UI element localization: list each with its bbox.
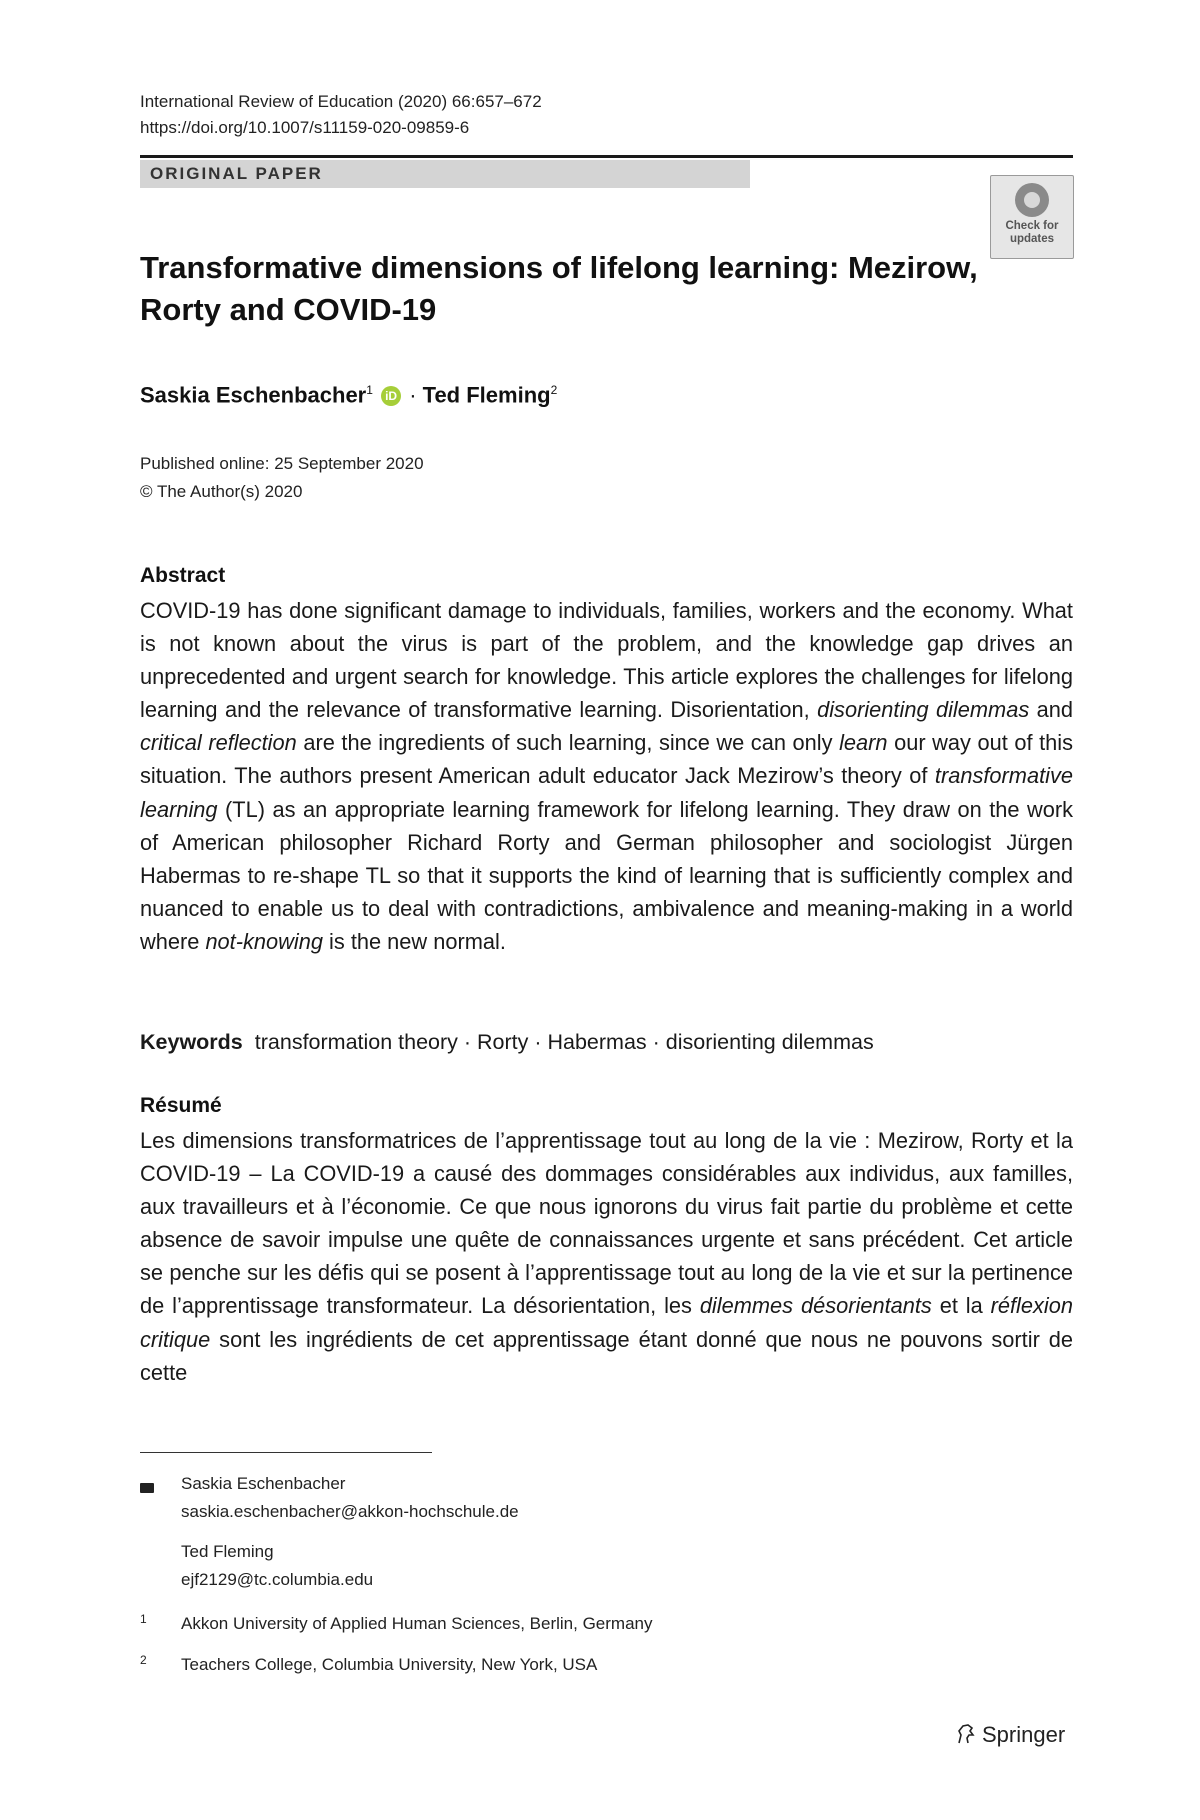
doi-link[interactable]: https://doi.org/10.1007/s11159-020-09859-6 <box>140 118 470 137</box>
abstract-body: COVID-19 has done significant damage to individuals, families, workers and the economy. What is not known about the virus is part of the problem, and the knowledge gap drives an unprecedented and urgent search for knowledge. This article explores the challenges for lifelong learning and the relevance of transformative learning. Disorientation, disorienting dilemmas and critical reflection are the ingredients of such learning, since we can only learn our way out of this situation. The authors present American adult educator Jack Mezirow’s theory of transformative learning (TL) as an appropriate learning framework for lifelong learning. They draw on the work of American philosopher Richard Rorty and German philosopher and sociologist Jürgen Habermas to re-shape TL so that it supports the kind of learning that is sufficiently complex and nuanced to enable us to deal with contradictions, ambivalence and meaning-making in a world where not-knowing is the new normal. <box>140 598 1073 954</box>
author-line <box>140 375 557 410</box>
resume-body: Les dimensions transformatrices de l’apprentissage tout au long de la vie : Mezirow, Rorty et la COVID-19 – La COVID-19 a causé des dommages considérables aux individus, aux familles, aux travailleurs et à l’économie. Ce que nous ignorons du virus fait partie du problème et cette absence de savoir impulse une quête de connaissances urgente et sans précédent. Cet article se penche sur les défis qui se posent à l’apprentissage tout au long de la vie et sur la pertinence de l’apprentissage transformateur. La désorientation, les dilemmes désorientants et la réflexion critique sont les ingrédients de cet apprentissage étant donné que nous ne pouvons sortir de cette <box>140 1128 1073 1385</box>
affiliation-1: Akkon University of Applied Human Sciences, Berlin, Germany <box>181 1614 653 1633</box>
publisher-name: Springer <box>982 1722 1066 1747</box>
keywords-line <box>140 1027 874 1057</box>
check-for-updates-badge[interactable] <box>990 175 1074 259</box>
header-rule <box>140 155 1073 158</box>
envelope-icon <box>140 1483 154 1493</box>
journal-citation: International Review of Education (2020) 66:657–672 <box>140 92 542 111</box>
affiliation-marker: 1 <box>366 383 373 397</box>
author-name[interactable]: Ted Fleming <box>422 382 551 408</box>
author-separator: · <box>409 382 417 408</box>
paper-title: Transformative dimensions of lifelong learning: Mezirow, Rorty and COVID-19 <box>140 250 978 327</box>
article-type-label: ORIGINAL PAPER <box>150 164 323 183</box>
published-date: Published online: 25 September 2020 <box>140 454 424 473</box>
corresponding-author-block <box>181 1470 519 1594</box>
keywords-label: Keywords <box>140 1030 243 1054</box>
affiliation-2: Teachers College, Columbia University, New York, USA <box>181 1655 598 1674</box>
abstract-heading: Abstract <box>140 564 226 587</box>
affiliation-number: 2 <box>140 1653 147 1667</box>
keywords-list: transformation theory · Rorty · Habermas · disorienting dilemmas <box>254 1030 874 1054</box>
updates-icon <box>1015 183 1049 217</box>
contact-email[interactable]: ejf2129@tc.columbia.edu <box>181 1570 374 1589</box>
contact-name: Ted Fleming <box>181 1542 274 1561</box>
affiliation-marker: 2 <box>550 383 558 397</box>
article-type-band <box>140 160 750 188</box>
footnote-rule <box>140 1452 432 1453</box>
orcid-icon[interactable]: iD <box>381 386 401 406</box>
copyright-notice: © The Author(s) 2020 <box>140 482 303 501</box>
springer-horse-icon <box>956 1723 976 1745</box>
publisher-logo <box>956 1722 1065 1748</box>
author-name[interactable]: Saskia Eschenbacher <box>140 382 367 408</box>
resume-heading: Résumé <box>140 1094 222 1117</box>
contact-email[interactable]: saskia.eschenbacher@akkon-hochschule.de <box>181 1502 519 1521</box>
affiliation-number: 1 <box>140 1612 147 1626</box>
contact-name: Saskia Eschenbacher <box>181 1474 346 1493</box>
updates-badge-label: Check for updates <box>1005 220 1059 245</box>
publication-info <box>140 450 424 506</box>
